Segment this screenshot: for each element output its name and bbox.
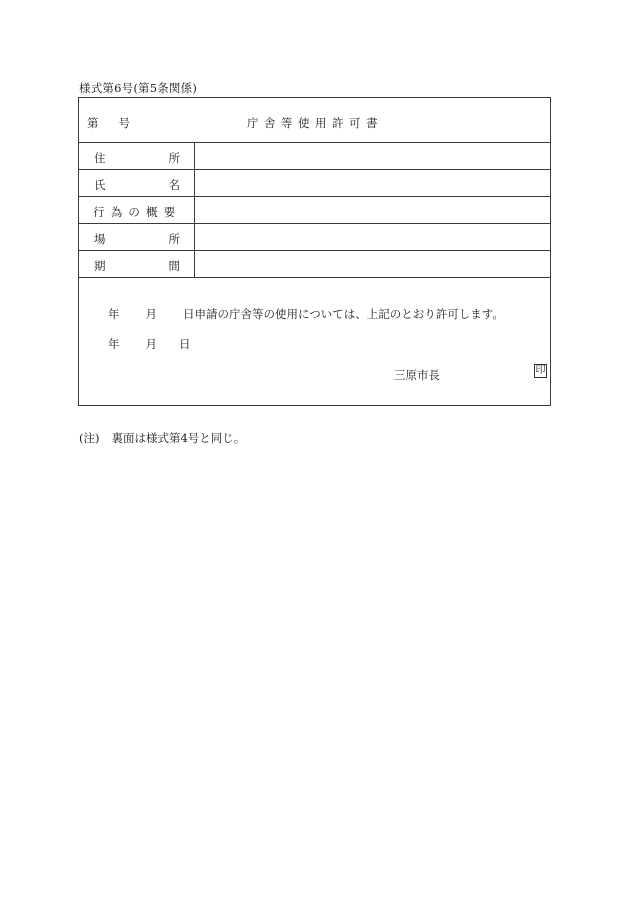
field-row-place: [79, 224, 550, 251]
activity-summary-field[interactable]: [196, 197, 550, 223]
place-field[interactable]: [196, 224, 550, 250]
number-suffix: 号: [118, 116, 130, 130]
field-label-name-start: 氏: [94, 178, 106, 192]
field-label-period-start: 期: [94, 259, 106, 273]
permit-day: 日: [179, 337, 191, 351]
form-title: 庁舎等使用許可書: [247, 116, 383, 130]
footnote-prefix: (注): [79, 431, 100, 445]
form-number-label: 様式第6号(第5条関係): [79, 81, 198, 95]
field-label-period: [79, 251, 195, 277]
application-year: 年: [108, 307, 120, 321]
name-field[interactable]: [196, 170, 550, 196]
footnote: [79, 430, 245, 446]
permit-month: 月: [145, 337, 157, 351]
field-label-place-end: 所: [168, 232, 180, 246]
field-row-period: [79, 251, 550, 278]
seal-mark: 印: [535, 365, 546, 376]
field-row-address: [79, 143, 550, 170]
application-month: 月: [145, 307, 157, 321]
field-label-period-end: 間: [168, 259, 180, 273]
application-date-line: [108, 306, 504, 322]
field-row-activity: [79, 197, 550, 224]
number-prefix: 第: [87, 116, 99, 130]
permit-form: [78, 97, 551, 406]
field-label-address: [79, 143, 195, 169]
field-label-name-end: 名: [168, 178, 180, 192]
permit-date-line: [108, 336, 191, 352]
field-label-name: [79, 170, 195, 196]
field-label-place-start: 場: [94, 232, 106, 246]
field-label-address-start: 住: [94, 151, 106, 165]
address-field[interactable]: [196, 143, 550, 169]
field-label-activity-text: 行為の概要: [93, 205, 182, 219]
document-number: [87, 115, 130, 131]
signer-title: 三原市長: [394, 368, 440, 382]
permit-statement-text: 日申請の庁舎等の使用については、上記のとおり許可します。: [183, 307, 504, 321]
footnote-text: 裏面は様式第4号と同じ。: [111, 431, 246, 445]
field-label-place: [79, 224, 195, 250]
permit-statement: [79, 278, 550, 406]
field-label-address-end: 所: [168, 151, 180, 165]
period-field[interactable]: [196, 251, 550, 277]
permit-year: 年: [108, 337, 120, 351]
field-row-name: [79, 170, 550, 197]
field-label-activity: [79, 197, 195, 223]
form-header-row: [79, 98, 550, 143]
